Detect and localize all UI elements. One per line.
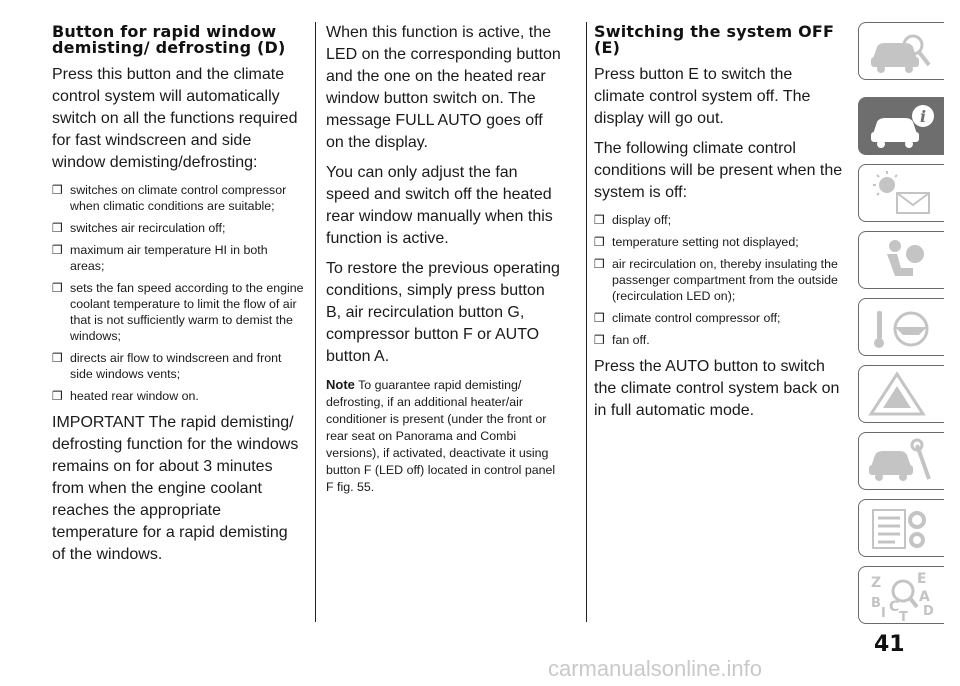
warning-lights-icon xyxy=(867,169,937,219)
chapter-tab-knowing-vehicle[interactable] xyxy=(858,22,944,80)
list-item: ❒ maximum air temperature HI in both areas; xyxy=(52,243,268,273)
note-text: To guarantee rapid demisting/ defrosting, if an additional heater/air conditioner is present (under the front or rear seat on Panorama and Combi versions), if activated, deactivate it using button F (LED off) located in control panel F fig. 55. xyxy=(326,378,556,494)
function-active-paragraph: When this function is active, the LED on the corresponding button and the one on the heated rear window button switch on. The message FULL AUTO goes off on the display. xyxy=(326,24,561,151)
chapter-tab-knowing-instrument-panel[interactable] xyxy=(858,97,944,155)
car-info-icon xyxy=(867,102,937,152)
list-item: ❒ switches on climate control compressor when climatic conditions are suitable; xyxy=(52,183,287,213)
checkbox-bullet-icon: ❒ xyxy=(594,333,605,347)
index-icon xyxy=(867,571,937,621)
steering-wheel-icon xyxy=(867,303,937,353)
column-2 xyxy=(326,22,562,504)
switch-off-paragraph: Press button E to switch the climate control system off. The display will go out. xyxy=(594,66,811,127)
list-item: ❒ display off; xyxy=(594,213,672,227)
car-service-icon xyxy=(867,437,937,487)
svg-text:B: B xyxy=(871,596,881,611)
watermark: carmanualsonline.info xyxy=(548,656,763,681)
list-item: ❒ climate control compressor off; xyxy=(594,311,781,325)
column-divider xyxy=(315,22,316,622)
checkbox-bullet-icon: ❒ xyxy=(52,221,63,235)
car-search-icon xyxy=(867,27,937,77)
checkbox-bullet-icon: ❒ xyxy=(594,311,605,325)
list-item: ❒ directs air flow to windscreen and front side windows vents; xyxy=(52,351,282,381)
chapter-tab-index[interactable] xyxy=(858,566,944,624)
airbag-seat-icon xyxy=(867,236,937,286)
list-item: ❒ sets the fan speed according to the engine coolant temperature to limit the flow of air that is not sufficiently warm to demist the windows; xyxy=(52,281,304,343)
chapter-tab-in-emergency[interactable] xyxy=(858,365,944,423)
note-label: Note xyxy=(326,377,355,392)
off-conditions-paragraph: The following climate control conditions will be present when the system is off: xyxy=(594,140,843,201)
list-item: ❒ fan off. xyxy=(594,333,650,347)
checkbox-bullet-icon: ❒ xyxy=(594,235,605,249)
list-item: ❒ air recirculation on, thereby insulating the passenger compartment from the outside (recirculation LED on); xyxy=(594,257,838,303)
restore-paragraph: To restore the previous operating conditions, simply press button B, air recirculation button G, compressor button F or AUTO button A. xyxy=(326,260,560,365)
off-conditions-list xyxy=(594,212,846,348)
list-item: ❒ temperature setting not displayed; xyxy=(594,235,799,249)
important-paragraph: IMPORTANT The rapid demisting/ defrosting function for the windows remains on for about 3 minutes from when the engine coolant reaches the appropriate temperature for a rapid demisting of the windows. xyxy=(52,414,299,563)
note-paragraph xyxy=(326,376,562,496)
chapter-tab-technical-specifications[interactable] xyxy=(858,499,944,557)
checkbox-bullet-icon: ❒ xyxy=(52,281,63,295)
chapter-tab-starting-driving[interactable] xyxy=(858,298,944,356)
auto-restore-paragraph: Press the AUTO button to switch the climate control system back on in full automatic mode. xyxy=(594,358,840,419)
checkbox-bullet-icon: ❒ xyxy=(52,183,63,197)
column-1 xyxy=(52,24,304,574)
checkbox-bullet-icon: ❒ xyxy=(594,257,605,271)
chapter-tab-warning-lights[interactable] xyxy=(858,164,944,222)
svg-text:T: T xyxy=(899,610,908,621)
svg-text:i: i xyxy=(919,107,927,126)
checkbox-bullet-icon: ❒ xyxy=(594,213,605,227)
list-item: ❒ switches air recirculation off; xyxy=(52,221,226,235)
svg-text:E: E xyxy=(917,571,927,587)
function-list xyxy=(52,182,304,404)
svg-text:D: D xyxy=(923,604,934,619)
checkbox-bullet-icon: ❒ xyxy=(52,389,63,403)
svg-text:Z: Z xyxy=(871,575,882,591)
svg-text:C: C xyxy=(889,599,900,615)
column-3 xyxy=(594,24,846,430)
fan-speed-paragraph: You can only adjust the fan speed and switch off the heated rear window manually when this function is active. xyxy=(326,164,553,247)
checkbox-bullet-icon: ❒ xyxy=(52,351,63,365)
page-number: 41 xyxy=(874,632,905,657)
list-item: ❒ heated rear window on. xyxy=(52,389,199,403)
column-divider xyxy=(586,22,587,622)
section-heading-rapid-demisting: Button for rapid window demisting/ defrosting (D) xyxy=(52,22,286,57)
svg-text:I: I xyxy=(881,606,886,621)
checkbox-bullet-icon: ❒ xyxy=(52,243,63,257)
svg-text:A: A xyxy=(919,589,930,605)
specifications-icon xyxy=(867,504,937,554)
chapter-tab-maintenance[interactable] xyxy=(858,432,944,490)
chapter-tab-safety[interactable] xyxy=(858,231,944,289)
warning-triangle-icon xyxy=(867,370,937,420)
section-heading-switch-off: Switching the system OFF (E) xyxy=(594,22,835,57)
intro-paragraph: Press this button and the climate control system will automatically switch on all the functions required for fast windscreen and side window demisting/defrosting: xyxy=(52,66,298,171)
